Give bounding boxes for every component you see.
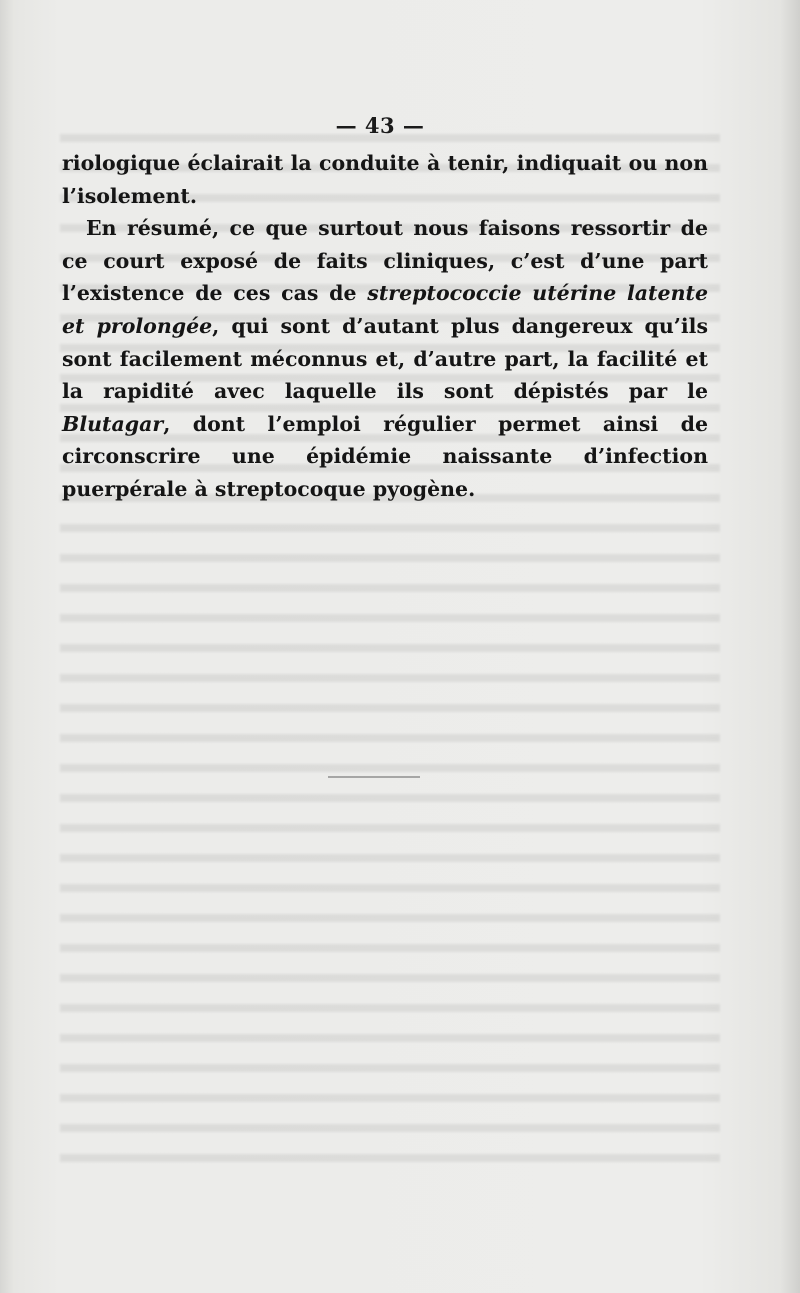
text-run: En résumé, ce que surtout nous faisons ressortir de ce court exposé de faits cliniques, c’est d’une part l’existence de ces cas de <box>62 216 708 306</box>
text-run: riologique éclairait la conduite à tenir, indiquait ou non l’isolement. <box>62 151 708 208</box>
text-run: , qui sont d’autant plus dangereux qu’ils sont facilement méconnus et, d’autre part, la facilité et la rapidité avec laquelle ils sont dépistés par le <box>62 313 708 404</box>
show-through-rule <box>328 776 420 778</box>
paragraph-1 <box>62 147 708 212</box>
text-run: , dont l’emploi régulier permet ainsi de circonscrire une épidémie naissante d’infection puerpérale à streptocoque pyogène. <box>62 411 708 501</box>
paragraph-2 <box>62 212 708 505</box>
page-number: — 43 — <box>335 113 425 138</box>
italic-term: streptococcie utérine latente et prolongée <box>62 281 708 338</box>
italic-term: Blutagar <box>62 411 164 436</box>
body-text <box>62 147 708 506</box>
